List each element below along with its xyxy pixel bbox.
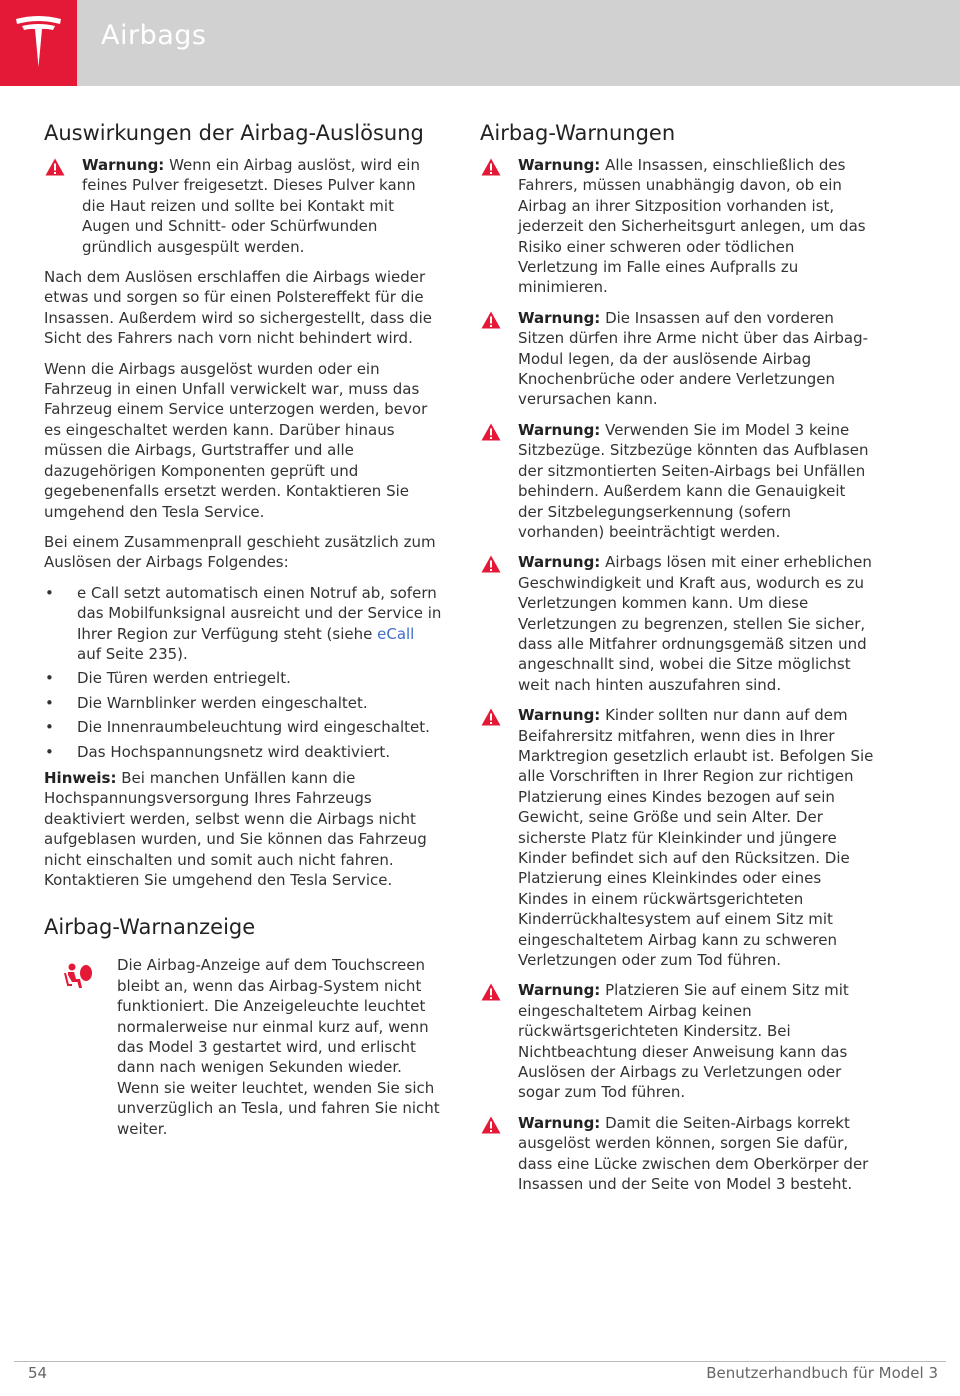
warning-text <box>518 705 875 970</box>
tesla-logo-icon <box>14 15 63 69</box>
warning-label: Warnung: <box>518 308 601 327</box>
warning-block <box>480 308 875 410</box>
warning-body: Airbags lösen mit einer erheblichen Geschwindigkeit und Kraft aus, wodurch es zu Verletzungen kommen kann. Um diese Verletzungen zu begrenzen, stellen Sie sicher, dass alle Mitfahrer ordnungsgemäß sitzen und angeschnallt sind, wobei die Sitze möglichst weit nach hinten auszufahren sind. <box>518 553 872 694</box>
paragraph: Bei einem Zusammenprall geschieht zusätzlich zum Auslösen der Airbags Folgendes: <box>44 532 436 572</box>
manual-title: Benutzerhandbuch für Model 3 <box>706 1364 938 1382</box>
warning-block <box>480 705 875 970</box>
indicator-text: Die Airbag-Anzeige auf dem Touchscreen bleibt an, wenn das Airbag-System nicht funktioniert. Die Anzeigeleuchte leuchtet normalerweise nur einmal kurz auf, wenn das Model 3 gestartet wird, und erlischt dann nach wenigen Sekunden wieder. Wenn sie weiter leuchtet, wenden Sie sich unverzüglich an Tesla, und fahren Sie nicht weiter. <box>117 956 440 1138</box>
warning-body: Kinder sollten nur dann auf dem Beifahrersitz mitfahren, wenn dies in Ihrer Marktregion gesetzlich erlaubt ist. Befolgen Sie alle Vorschriften in Ihrer Region zur richtigen Platzierung eines Kindes bezogen auf sein Gewicht, seine Größe und sein Alter. Der sicherste Platz für Kleinkinder und jüngere Kinder befindet sich auf den Rücksitzen. Die Platzierung eines Kleinkindes oder eines Kindes in einem rückwärtsgerichteten Kinderrückhaltesystem auf einem Sitz mit eingeschaltetem Airbag kann zu schweren Verletzungen oder zum Tod führen. <box>518 706 874 970</box>
paragraph: Nach dem Auslösen erschlaffen die Airbags wieder etwas und sorgen so für einen Polstereffekt für die Insassen. Außerdem wird so sichergestellt, dass die Sicht des Fahrers nach vorn nicht behindert wird. <box>44 268 433 348</box>
list-item: • Die Türen werden entriegelt. <box>44 668 442 688</box>
warning-body: Verwenden Sie im Model 3 keine Sitzbezüge. Sitzbezüge könnten das Aufblasen der sitzmontierten Seiten-Airbags bei Unfällen behindern. Außerdem kann die Genauigkeit der Sitzbelegungserkennung (sofern vorhanden) beeinträchtigt werden. <box>518 420 869 541</box>
warning-body: Die Insassen auf den vorderen Sitzen dürfen ihre Arme nicht über das Airbag-Modul legen, da der auslösende Airbag Knochenbrüche oder andere Verletzungen verursachen kann. <box>518 308 869 409</box>
list-item: • Das Hochspannungsnetz wird deaktiviert. <box>44 742 442 762</box>
warning-body: Platzieren Sie auf einem Sitz mit eingeschaltetem Airbag keinen rückwärtsgerichteten Kindersitz. Bei Nichtbeachtung dieser Anweisung kann das Auslösen der Airbags zu Verletzungen oder sogar zum Tod führen. <box>518 981 849 1102</box>
list-item: • e Call setzt automatisch einen Notruf ab, sofern das Mobilfunksignal ausreicht und der Service in Ihrer Region zur Verfügung steht (siehe eCall auf Seite 235). <box>44 583 442 665</box>
note-label: Hinweis: <box>44 768 117 787</box>
warning-label: Warnung: <box>82 156 165 174</box>
warning-icon <box>481 983 501 1001</box>
indicator-block <box>44 955 442 1139</box>
warning-body: Wenn ein Airbag auslöst, wird ein feines Pulver freigesetzt. Dieses Pulver kann die Haut reizen und sollte bei Kontakt mit Augen und Schnitt- oder Schürfwunden gründlich ausgespült werden. <box>82 156 420 256</box>
warning-icon <box>481 423 501 441</box>
note-text <box>44 768 442 890</box>
warning-icon <box>481 555 501 573</box>
right-column <box>480 120 875 1205</box>
warning-text <box>518 980 875 1102</box>
warning-icon <box>481 158 501 176</box>
warning-block <box>44 155 442 257</box>
warning-icon <box>45 158 65 176</box>
header-title: Airbags <box>101 20 207 51</box>
note-body: Bei manchen Unfällen kann die Hochspannungsversorgung Ihres Fahrzeugs deaktiviert werden, selbst wenn die Airbags nicht aufgeblasen wurden, und Sie können das Fahrzeug nicht einschalten und somit auch nicht fahren. Kontaktieren Sie umgehend den Tesla Service. <box>44 768 427 889</box>
list-item: • Die Warnblinker werden eingeschaltet. <box>44 693 442 713</box>
warning-block <box>480 980 875 1102</box>
warning-block <box>480 1113 875 1195</box>
warning-text <box>82 155 442 257</box>
warning-body: Damit die Seiten-Airbags korrekt ausgelöst werden können, sorgen Sie dafür, dass eine Lücke zwischen dem Oberkörper der Insassen und der Seite von Model 3 besteht. <box>518 1113 869 1194</box>
warning-icon <box>481 1116 501 1134</box>
page-header <box>0 0 960 86</box>
warning-text <box>518 552 875 695</box>
ecall-link[interactable]: eCall <box>377 624 415 643</box>
paragraph: Wenn die Airbags ausgelöst wurden oder ein Fahrzeug in einen Unfall verwickelt war, muss das Fahrzeug einem Service unterzogen werden, bevor es eingeschaltet werden kann. Darüber hinaus müssen die Airbags, Gurtstraffer und alle dazugehörigen Komponenten geprüft und gegebenenfalls ersetzt werden. Kontaktieren Sie umgehend den Tesla Service. <box>44 359 428 521</box>
consequence-list <box>44 583 442 762</box>
warning-icon <box>481 708 501 726</box>
section-title-airbag-warnings: Airbag-Warnungen <box>480 121 676 145</box>
warning-body: Alle Insassen, einschließlich des Fahrers, müssen unabhängig davon, ob ein Airbag an ihrer Sitzposition vorhanden ist, jederzeit den Sicherheitsgurt anlegen, um das Risiko einer schweren oder tödlichen Verletzung im Falle eines Aufpralls zu minimieren. <box>518 156 866 297</box>
warning-label: Warnung: <box>518 706 601 725</box>
warning-icon <box>481 311 501 329</box>
section-title-warning-indicator: Airbag-Warnanzeige <box>44 915 256 940</box>
footer-divider <box>14 1361 946 1362</box>
left-column <box>44 120 442 1149</box>
list-item: • Die Innenraumbeleuchtung wird eingeschaltet. <box>44 717 442 737</box>
warning-text <box>518 155 875 298</box>
warning-label: Warnung: <box>518 156 601 174</box>
page-number: 54 <box>28 1364 48 1382</box>
warning-text <box>518 1113 875 1195</box>
warning-text <box>518 420 875 542</box>
warning-label: Warnung: <box>518 420 601 439</box>
warning-block <box>480 420 875 542</box>
warning-label: Warnung: <box>518 553 601 572</box>
warning-label: Warnung: <box>518 981 601 1000</box>
airbag-indicator-icon <box>64 963 94 989</box>
warning-block <box>480 155 875 298</box>
warning-block <box>480 552 875 695</box>
section-title-airbag-deployment: Auswirkungen der Airbag-Auslösung <box>44 121 424 145</box>
tesla-logo <box>0 0 77 86</box>
warning-label: Warnung: <box>518 1113 601 1132</box>
warning-text <box>518 308 875 410</box>
